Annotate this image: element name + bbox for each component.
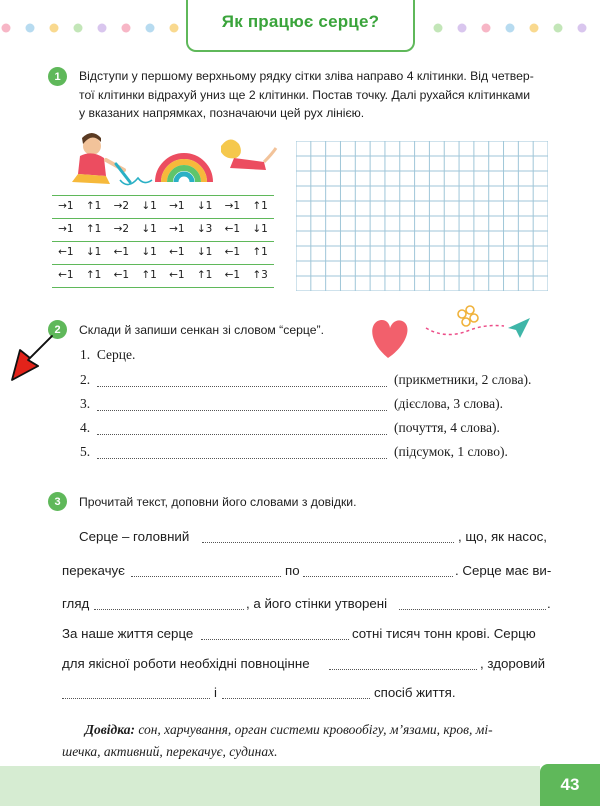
step: ←1 xyxy=(113,269,130,281)
answer-line[interactable] xyxy=(62,698,210,699)
reference-text: сон, харчування, орган системи кровообігу, м’язами, кров, мі- xyxy=(134,722,493,737)
task1-line-2: тої клітинки відрахуй униз ще 2 клітинки. Постав точку. Далі рухайся клітинками xyxy=(79,87,531,102)
decorative-dot xyxy=(578,24,587,33)
step: ←1 xyxy=(113,246,130,258)
decorative-dot xyxy=(170,24,179,33)
answer-line[interactable] xyxy=(329,669,477,670)
rainbow-icon xyxy=(158,156,210,182)
answer-line[interactable] xyxy=(201,639,349,640)
step: ←1 xyxy=(169,269,185,281)
seq-divider xyxy=(52,287,274,288)
drawing-grid[interactable] xyxy=(296,141,548,291)
girl-lying-icon xyxy=(221,139,276,170)
page-title: Як працює серце? xyxy=(221,12,380,31)
paper-plane-icon xyxy=(508,318,530,338)
answer-line[interactable] xyxy=(303,576,453,577)
heart-icon xyxy=(372,320,407,358)
item-text: Серце. xyxy=(96,347,136,362)
step: ↑1 xyxy=(141,269,157,281)
answer-line[interactable] xyxy=(94,609,244,610)
answer-line[interactable] xyxy=(131,576,281,577)
text-fragment: Серце – головний xyxy=(79,529,190,544)
item-hint: (почуття, 4 слова). xyxy=(394,420,500,435)
answer-line[interactable] xyxy=(202,542,454,543)
answer-line[interactable] xyxy=(399,609,546,610)
text-fragment: гляд xyxy=(62,596,90,611)
step: ↑1 xyxy=(196,269,213,281)
step: ↓1 xyxy=(85,246,102,258)
step: ↓1 xyxy=(252,223,268,235)
children-rainbow-illustration xyxy=(58,124,278,192)
step: ↓1 xyxy=(196,200,213,212)
step: ↓1 xyxy=(141,200,157,212)
sequence-row-4 xyxy=(52,266,274,284)
sequence-row-3 xyxy=(52,243,274,261)
text-fragment: , здоровий xyxy=(480,656,546,671)
step: ←1 xyxy=(224,223,241,235)
red-arrow-icon xyxy=(8,332,58,384)
step: →1 xyxy=(58,200,74,212)
answer-line[interactable] xyxy=(97,458,387,459)
decorative-dot xyxy=(482,24,491,33)
page-number: 43 xyxy=(540,764,600,806)
decorative-dot xyxy=(458,24,467,33)
step: ↓3 xyxy=(196,223,213,235)
page-title-tab xyxy=(186,0,415,52)
item-number: 3. xyxy=(80,396,91,411)
footer-bar xyxy=(0,766,540,806)
decorative-dot xyxy=(74,24,83,33)
task-number-1: 1 xyxy=(48,67,67,86)
step: ←1 xyxy=(169,246,185,258)
step: ←1 xyxy=(224,246,241,258)
reference-words xyxy=(62,719,558,763)
text-fragment: , а його стінки утворені xyxy=(246,596,388,611)
seq-divider xyxy=(52,195,274,196)
item-number: 4. xyxy=(80,420,91,435)
decorative-dot xyxy=(26,24,35,33)
answer-line[interactable] xyxy=(97,434,387,435)
step: ↑3 xyxy=(252,269,268,281)
decorative-dot xyxy=(530,24,539,33)
task2-instructions: Склади й запиши сенкан зі словом “серце”. xyxy=(79,323,324,337)
step: →1 xyxy=(169,223,185,235)
item-hint: (дієслова, 3 слова). xyxy=(394,396,503,411)
flower-icon xyxy=(458,306,478,326)
answer-line[interactable] xyxy=(97,386,387,387)
task-number-2: 2 xyxy=(48,320,67,339)
text-fragment: , що, як насос, xyxy=(458,529,547,544)
text-fragment: . Серце має ви- xyxy=(455,563,552,578)
text-fragment: і xyxy=(214,685,217,700)
task3-instructions: Прочитай текст, доповни його словами з довідки. xyxy=(79,495,357,509)
task1-line-1: Відступи у першому верхньому рядку сітки зліва направо 4 клітинки. Від четвер- xyxy=(79,69,534,83)
sencan-item-1 xyxy=(80,347,135,363)
step: →1 xyxy=(169,200,185,212)
text-fragment: . xyxy=(547,596,551,611)
text-fragment: сотні тисяч тонн крові. Серцю xyxy=(352,626,536,641)
task1-line-3: у вказаних напрямках, позначаючи цей рух лінією. xyxy=(79,106,365,120)
item-hint: (прикметники, 2 слова). xyxy=(394,372,532,387)
seq-divider xyxy=(52,264,274,265)
item-number: 2. xyxy=(80,372,91,387)
reference-label: Довідка: xyxy=(84,722,135,737)
step: →1 xyxy=(224,200,241,212)
decorative-dot xyxy=(434,24,443,33)
sequence-row-2 xyxy=(52,220,274,238)
step: ←1 xyxy=(224,269,241,281)
task1-instructions xyxy=(79,67,569,123)
step: ↑1 xyxy=(85,269,102,281)
text-fragment: спосіб життя. xyxy=(374,685,456,700)
heart-decoration xyxy=(368,300,538,362)
step: ↓1 xyxy=(141,246,157,258)
decorative-dot xyxy=(122,24,131,33)
seq-divider xyxy=(52,218,274,219)
decorative-dot xyxy=(146,24,155,33)
decorative-dot xyxy=(50,24,59,33)
text-fragment: по xyxy=(285,563,300,578)
step: ↑1 xyxy=(85,200,102,212)
step: →1 xyxy=(58,223,74,235)
text-fragment: За наше життя серце xyxy=(62,626,194,641)
decorative-dot xyxy=(506,24,515,33)
decorative-dot xyxy=(554,24,563,33)
step: ←1 xyxy=(58,246,74,258)
boy-drawing-icon xyxy=(72,133,152,185)
decorative-dot xyxy=(98,24,107,33)
text-fragment: для якісної роботи необхідні повноцінне xyxy=(62,656,310,671)
step: ↑1 xyxy=(252,246,268,258)
step: →2 xyxy=(113,200,130,212)
item-hint: (підсумок, 1 слово). xyxy=(394,444,508,459)
step: ↑1 xyxy=(85,223,102,235)
decorative-dot xyxy=(2,24,11,33)
step: →2 xyxy=(113,223,130,235)
item-number: 5. xyxy=(80,444,91,459)
step: ↓1 xyxy=(141,223,157,235)
text-fragment: перекачує xyxy=(62,563,125,578)
item-number: 1. xyxy=(80,347,91,362)
reference-text-2: шечка, активний, перекачує, судинах. xyxy=(62,744,278,759)
step: ↑1 xyxy=(252,200,268,212)
step: ↓1 xyxy=(196,246,213,258)
answer-line[interactable] xyxy=(97,410,387,411)
task-number-3: 3 xyxy=(48,492,67,511)
answer-line[interactable] xyxy=(222,698,370,699)
step: ←1 xyxy=(58,269,74,281)
sequence-row-1 xyxy=(52,197,274,215)
seq-divider xyxy=(52,241,274,242)
